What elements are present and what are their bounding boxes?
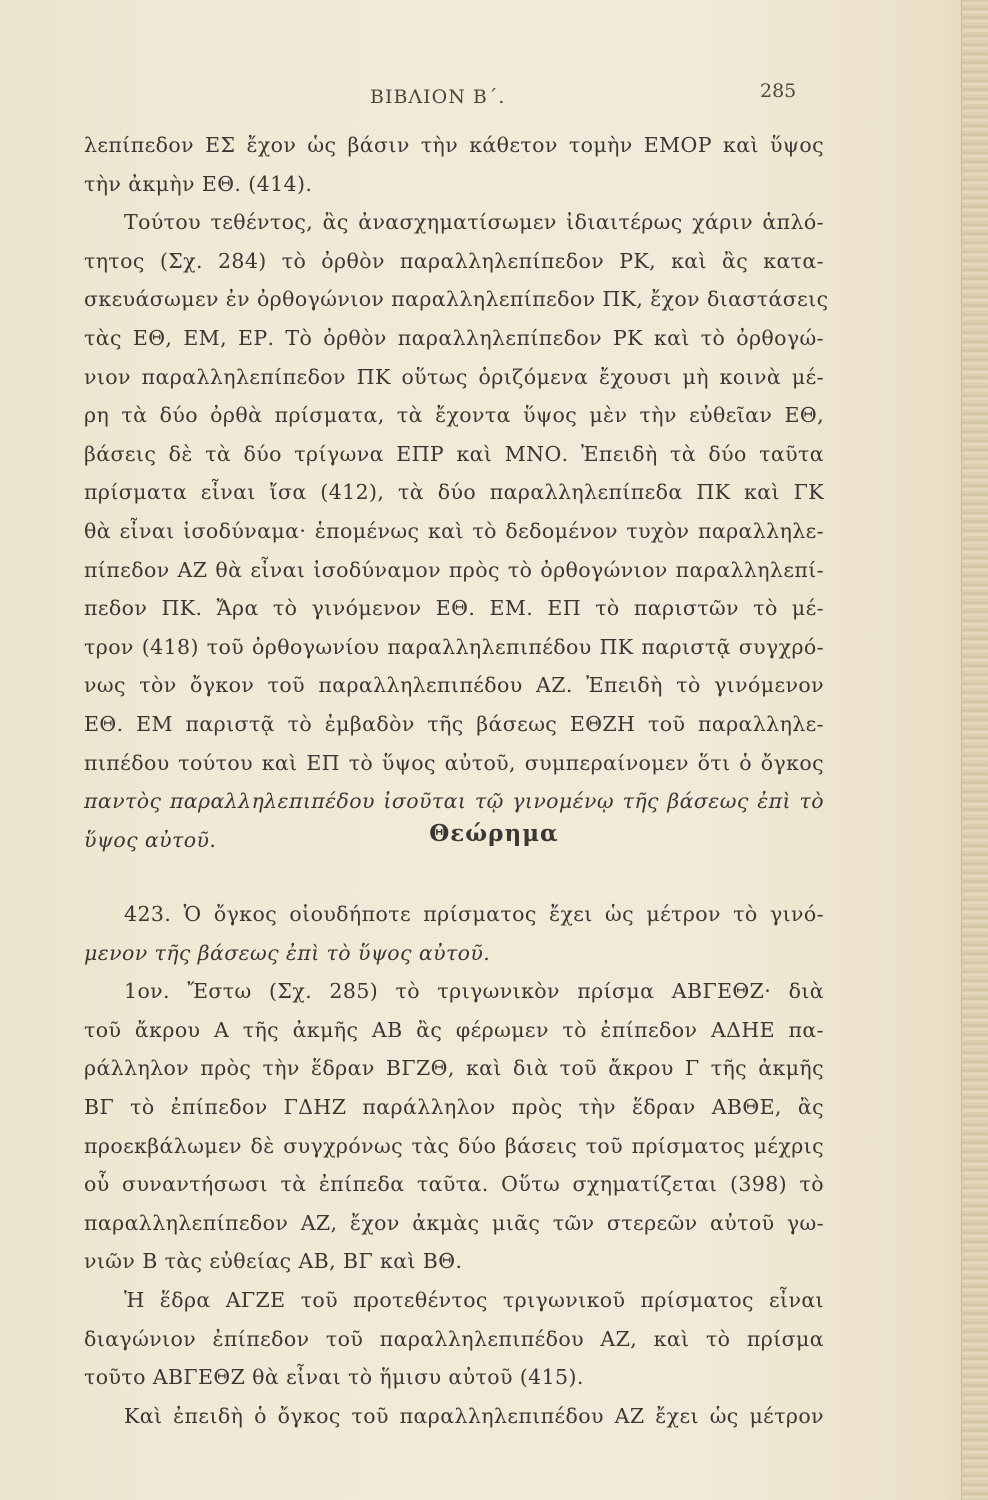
text-line: τητος (Σχ. 284) τὸ ὀρθὸν παραλληλεπίπεδον ΡΚ, καὶ ἂς κατα- [84,248,824,273]
page-number: 285 [760,80,797,102]
text-line: πρίσματα εἶναι ἴσα (412), τὰ δύο παραλληλεπίπεδα ΠΚ καὶ ΓΚ [84,480,824,505]
text-line: σκευάσωμεν ἐν ὀρθογώνιον παραλληλεπίπεδον ΠΚ, ἔχον διαστάσεις [84,287,829,312]
book-spine-edge [961,0,988,1500]
text-line: παραλληλεπίπεδον ΑΖ, ἔχον ἀκμὰς μιᾶς τῶν στερεῶν αὐτοῦ γω- [84,1210,824,1235]
text-line: τὴν ἀκμὴν ΕΘ. (414). [84,171,313,196]
text-line: τοῦτο ΑΒΓΕΘΖ θὰ εἶναι τὸ ἥμισυ αὐτοῦ (415). [84,1365,584,1390]
theorem-statement-line: 423. Ὁ ὄγκος οἱουδήποτε πρίσματος ἔχει ὡς μέτρον τὸ γινό- [124,902,824,926]
text-line: θὰ εἶναι ἰσοδύναμα· ἑπομένως καὶ τὸ δεδομένον τυχὸν παραλληλε- [84,518,824,543]
text-line: λεπίπεδον ΕΣ ἔχον ὡς βάσιν τὴν κάθετον τομὴν ΕΜΟΡ καὶ ὕψος [84,133,824,157]
text-line: τὰς ΕΘ, ΕΜ, ΕΡ. Τὸ ὀρθὸν παραλληλεπίπεδον ΡΚ καὶ τὸ ὀρθογώ- [84,325,824,350]
text-line: 1ον. Ἔστω (Σχ. 285) τὸ τριγωνικὸν πρίσμα ΑΒΓΕΘΖ· διὰ [124,979,824,1004]
text-line: Καὶ ἐπειδὴ ὁ ὄγκος τοῦ παραλληλεπιπέδου ΑΖ ἔχει ὡς μέτρον [124,1403,824,1428]
text-line: Ἡ ἕδρα ΑΓΖΕ τοῦ προτεθέντος τριγωνικοῦ πρίσματος εἶναι [124,1287,824,1312]
running-title: ΒΙΒΛΙΟΝ Β΄. [370,86,506,108]
text-line-emphasis: ὕψος αὐτοῦ. [84,827,217,852]
body-text [84,126,829,859]
text-line: οὗ συναντήσωσι τὰ ἐπίπεδα ταῦτα. Οὕτω σχηματίζεται (398) τὸ [84,1172,824,1197]
text-line: νως τὸν ὄγκον τοῦ παραλληλεπιπέδου ΑΖ. Ἐπειδὴ τὸ γινόμενον [84,673,824,698]
text-line: βάσεις δὲ τὰ δύο τρίγωνα ΕΠΡ καὶ ΜΝΟ. Ἐπειδὴ τὰ δύο ταῦτα [84,441,824,466]
text-line: προεκβάλωμεν δὲ συγχρόνως τὰς δύο βάσεις τοῦ πρίσματος μέχρις [84,1133,824,1158]
text-line: ΕΘ. ΕΜ παριστᾷ τὸ ἐμβαδὸν τῆς βάσεως ΕΘΖΗ τοῦ παραλληλε- [84,711,824,736]
text-line: πίπεδον ΑΖ θὰ εἶναι ἰσοδύναμον πρὸς τὸ ὀρθογώνιον παραλληλεπί- [84,557,824,582]
text-line: νιῶν Β τὰς εὐθείας ΑΒ, ΒΓ καὶ ΒΘ. [84,1249,463,1274]
text-line: τοῦ ἄκρου Α τῆς ἀκμῆς ΑΒ ἂς φέρωμεν τὸ ἐπίπεδον ΑΔΗΕ πα- [84,1017,824,1042]
text-line: νιον παραλληλεπίπεδον ΠΚ οὕτως ὁριζόμενα ἔχουσι μὴ κοινὰ μέ- [84,364,824,389]
text-line: διαγώνιον ἐπίπεδον τοῦ παραλληλεπιπέδου ΑΖ, καὶ τὸ πρίσμα [84,1326,824,1351]
text-line-emphasis: παντὸς παραλληλεπιπέδου ἰσοῦται τῷ γινομένῳ τῆς βάσεως ἐπὶ τὸ [84,789,824,814]
text-line: ράλληλον πρὸς τὴν ἕδραν ΒΓΖΘ, καὶ διὰ τοῦ ἄκρου Γ τῆς ἀκμῆς [84,1056,824,1081]
theorem-statement-line: μενον τῆς βάσεως ἐπὶ τὸ ὕψος αὐτοῦ. [84,940,491,965]
text-line: τρον (418) τοῦ ὀρθογωνίου παραλληλεπιπέδου ΠΚ παριστᾷ συγχρό- [84,634,824,659]
theorem-text [84,895,824,1435]
text-line: ρη τὰ δύο ὀρθὰ πρίσματα, τὰ ἔχοντα ὕψος μὲν τὴν εὐθεῖαν ΕΘ, [84,403,824,428]
text-line: πιπέδου τούτου καὶ ΕΠ τὸ ὕψος αὐτοῦ, συμπεραίνομεν ὅτι ὁ ὄγκος [84,750,824,775]
theorem-heading: Θεώρημα [429,820,559,847]
text-line: Τούτου τεθέντος, ἂς ἀνασχηματίσωμεν ἰδιαιτέρως χάριν ἁπλό- [124,210,824,235]
text-line: ΒΓ τὸ ἐπίπεδον ΓΔΗΖ παράλληλον πρὸς τὴν ἕδραν ΑΒΘΕ, ἂς [84,1094,824,1119]
text-line: πεδον ΠΚ. Ἄρα τὸ γινόμενον ΕΘ. ΕΜ. ΕΠ τὸ παριστῶν τὸ μέ- [84,596,824,621]
